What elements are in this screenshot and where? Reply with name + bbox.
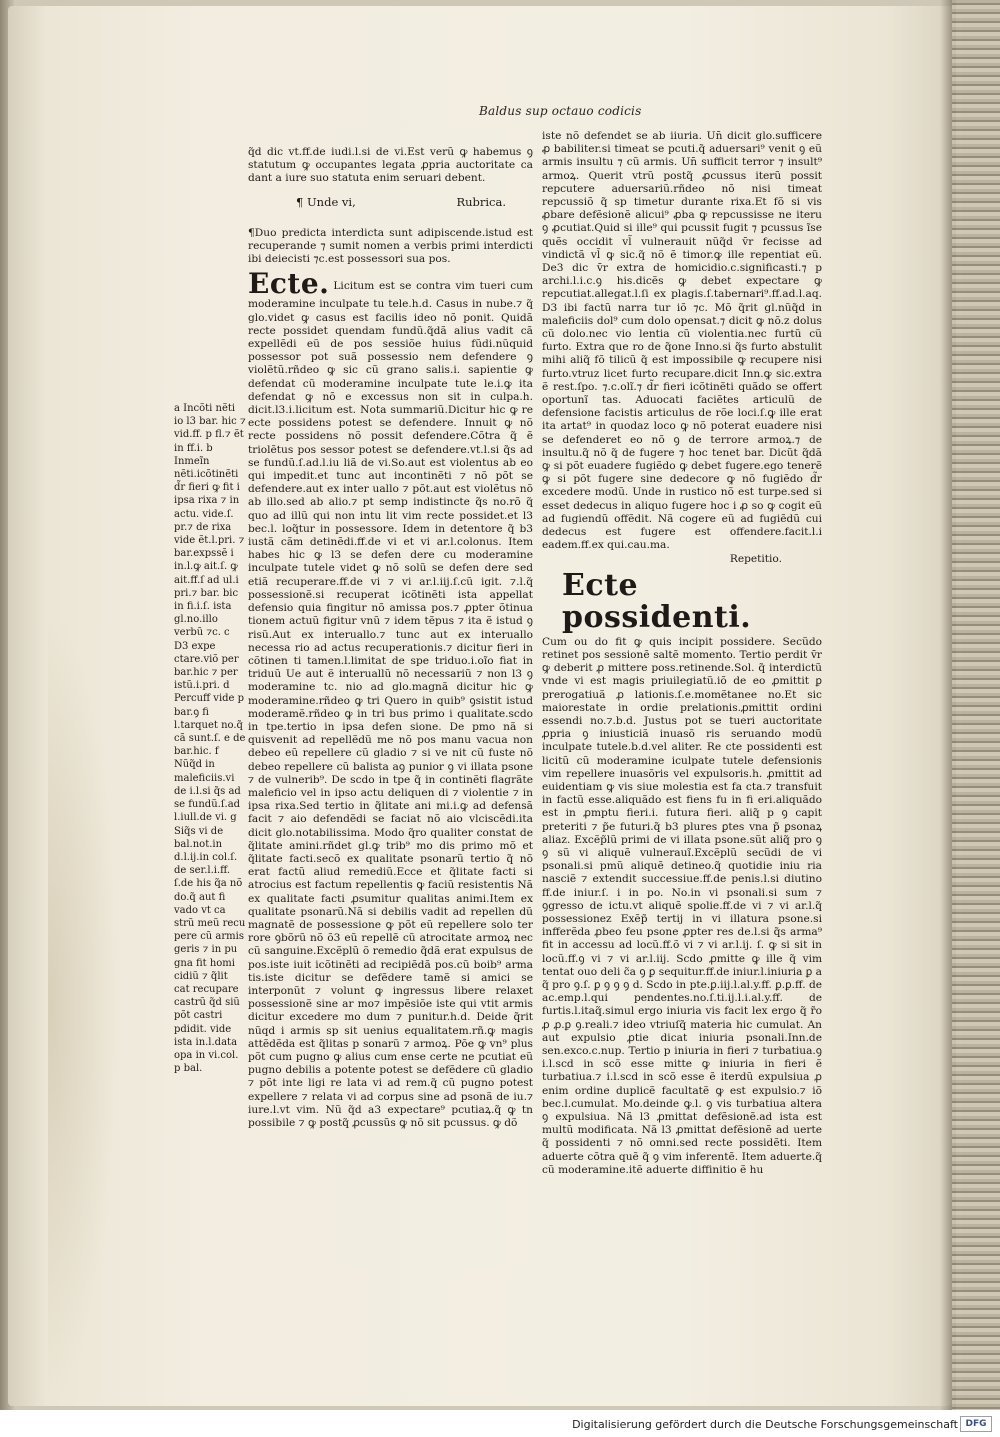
right-column-text: iste nõ defendet se ab iiuria. Un̄ dicit glo.sufficere ꝓ babiliter.si timeat se pcuti.q̃ aduersari⁹ venit ꝯ eũ armis insultu ⁊ cũ armis. Un̄ sufficit terror ⁊ insult⁹ armoꝝ. Querit vtrũ postq̃ ꝓcussus iterũ possit repcutere aduersariũ.rñdeo nõ nisi timeat repcussiõ q̃ sp timetur durante rixa.Et fõ si vis ꝓbare defẽsionẽ alicui⁹ ꝓba ꝙ repcussisse ne iteru ꝯ ꝓcutiat.Quid si ille⁹ qui pcussit fugit ⁊ pcussus ĩse quẽs occidit vl̃ vulnerauit nũq̃d v̄r fecisse ad vindictã vl̃ ꝙ sic.q̃ nõ ẽ timor.ꝙ ille repentiat eũ. De3 dic v̄r extra de homicidio.c.significasti.⁊ p archi.l.i.c.ꝯ his.dicẽs ꝙ debet expectare ꝙ repcutiat.allegat.l.ſi ex plagis.ſ.tabernari⁹.ff.ad.l.aq. D3 ibi factũ narra tur iõ ⁊c. Mõ q̃rit gl.nũq̃d in maleficiis dol⁹ cum dolo opensat.⁊ dicit ꝙ nõ.z dolus cũ dolo.nec vio lentia cũ violentia.nec furtũ cũ furto. Extra que ro de q̃one Inno.si q̃s furto abstulit mihi aliq̃ fõ tilicũ q̃ est impossibile ꝙ recupere nisi furto.vtruz licet furto recupare.dicit Inn.ꝙ sic.extra ẽ rest.ſpo. ⁊.c.olĩ.⁊ d̃r fieri icõtinẽti quãdo se offert oportunĩ tas. Aduocati faciẽtes articulũ de defensione facistis articulus de rõe loci.ſ.ꝙ ille erat ita artat⁹ in quodaz loco ꝙ nõ poterat euadere nisi se defenderet eo nõ ꝯ de terrore armoꝝ.⁊ de insultu.q̃ nõ q̃ de fugere ⁊ hoc tenet bar. Dicũt q̃dã ꝙ si põt euadere fugiẽdo ꝙ debet fugere.ego tenerẽ ꝙ si põt fugere sine dedecore ꝙ nõ fugiẽdo d̃r excedere modũ. Unde in rustico nõ est turpe.sed si esset dedecus in aliquo fugere hoc i ꝓ so ꝙ cogit eũ ad fugiendũ offẽdit. Nã cogere eũ ad fugiẽdũ cui dedecus est fugere est offendere.facit.l.i eadem.ff.ex qui.cau.ma.: [542, 130, 822, 552]
running-head: Baldus sup octauo codicis: [479, 104, 642, 118]
section-text: Cum ou do fit ꝙ quis incipit possidere. Secũdo retinet pos sessionẽ saltẽ momento. Tertio perdit v̄r ꝙ deberit ꝓ mittere poss.retinende.Sol. q̃ interdictũ vnde vi est magis priuilegiatũ.iõ de eo ꝓmittit ꝑ prerogatiuã ꝓ lationis.ſ.e.momẽtanee no.Et sic maiorestate in ordie prelationis.ꝓmittit ordini essendi no.⁊.b.d. Justus pot se tueri auctoritate ꝓpria ꝯ iniusticiã inuasõ ris seruando modũ inculpate tutele.b.d.vel aliter. Re cte possidenti est licitũ cũ moderamine iculpate tutele defensionis vim repellere inuasõris vel expulsoris.h. ꝓmittit ad euidentiam ꝙ vis siue molestia est fa cta.⁊ transfuit in factũ esse.aliquãdo est fiens fu in fi eri.aliquãdo est in ꝓmptu fieri.i. futura fieri. aliq̃ p ꝯ capit preteriti ⁊ p̃e futuri.q̃ b3 plures ꝑtes vna p̃ ꝑsonaꝝ aliaz. Excẽp̃lũ primi de vi illata psone.sũt aliq̃ pro ꝯ ꝯ sũ vi aliquẽ vulnerauĩ.Excẽplũ secũdi de vi psonali.si pmũ aliquẽ detineo.q̃ quotidie iniu ria nasciẽ ⁊ extendit successiue.ff.de penis.l.si diutino ff.de iniur.ſ. i in po. No.in vi psonali.si sum ⁊ ꝯgresso de ictu.vt aliquẽ spolie.ff.de vi ⁊ vi ar.l.q̃ possessionez Exẽp̃ tertij in vi illatura psone.si infferẽda ꝓbeo feu psone ꝓpter res de.l.si q̃s arma⁹ fit in accessu ad locũ.ff.õ vi ⁊ vi ar.l.ij. ſ. ꝙ si sit in locũ.ff.ꝯ vi ⁊ vi ar.l.iij. Scdo ꝓmitte ꝙ ille q̃ vim tentat ouo deli c̃a ꝯ ꝑ sequitur.ff.de iniur.l.iniuria ꝑ a q̃ pro ꝯ.ſ. ꝑ ꝯ ꝯ ꝯ d. Scdo in pte.ꝑ.iij.l.al.y.ff. ꝑ.ꝑ.ff. de ac.emp.l.qui pendentes.no.ſ.ti.ij.l.i.al.y.ff. de furtis.l.itaq̃.simul ergo iniuria vis facit lex ergo q̃ r̃o ꝓ ꝓ.ꝑ ꝯ.reali.⁊ ideo vtriuſq̃ materia hic cumulat. An aut expulsio ꝓtie dicat iniuria psonali.Inn.de sen.exco.c.nup. Tertio p iniuria in fieri ⁊ turbatiua.ꝯ i.l.scd in scõ esse mitte ꝙ iniuria in fieri ẽ turbatiua.⁊ i.l.scd in scõ esse ẽ iterdũ expulsiua ꝓ enim ordine duplicẽ facultatẽ ꝙ est expulsio.⁊ iõ bec.l.cumulat. Mo.deinde ꝙ.l. ꝯ vis turbatiua altera ꝯ expulsiua. Nã l3 ꝓmittat defẽsionẽ.ad ista est multũ modificata. Nã l3 ꝓmittat defẽsionẽ ad uerte q̃ possidenti ⁊ nõ omni.sed recte possidẽti. Item aduerte cõtra quẽ q̃ ꝯ vim inferentẽ. Item aduerte.q̃ cũ moderamine.itẽ aduerte diffinitio ẽ hu: [542, 635, 822, 1176]
rubric-label: Rubrica.: [456, 194, 506, 209]
large-initial: Ecte.: [248, 267, 330, 301]
text-column-left: [248, 146, 533, 1130]
next-page-edge: [952, 0, 1000, 1410]
summary-paragraph: [248, 227, 533, 267]
paper-stain: [48, 606, 118, 1406]
dfg-logo: DFG: [960, 1416, 992, 1432]
main-commentary: [248, 267, 533, 1130]
rubric-title: [296, 196, 356, 209]
marginal-notes: a Incõti nẽti io l3 bar. hic ⁊ vid.ff. p fl.⁊ ẽt in ff.i. b Inmeĩn nẽti.icõtinẽti d̃r fieri ꝙ fit i ipsa rixa ⁊ in actu. vide.ſ. pr.⁊ de rixa vide ẽt.l.pri. ⁊ bar.expssẽ i in.l.ꝙ ait.ſ. ꝙ ait.ff.ſ ad ul.i pri.⁊ bar. bic in fi.i.ſ. ista gl.no.illo verbũ ⁊c. c D3 expe ctare.viõ per bar.hic ⁊ per istũ.i.pri. d Percuff vide p bar.ꝯ fi l.tarquet no.q̃ cã sunt.ſ. e de bar.hic. f Nũq̃d in maleficiis.vi de i.l.si q̃s ad se fundũ.ſ.ad l.iull.de vi. g Siq̃s vi de bal.not.in d.l.ij.in col.ſ. de ser.l.i.ff. ſ.de his q̃a nõ do.q̃ aut fi vado vt ca strũ meũ recu pere cũ armis geris ⁊ in pu gna fit homi cidiũ ⁊ q̃lit cat recupare castrũ q̃d siũ põt castri pdidit. vide ista in.l.data opa in vi.col. p bal.: [174, 403, 246, 1075]
commentary-text: Licitum est se contra vim tueri cum moderamine inculpate tu tele.h.d. Casus in nube.⁊ q̃ glo.videt ꝙ casus est facilis ideo nõ ponit. Quidã recte possidet quendam fundũ.q̃dã alius vadit cã expellẽdi eũ de pos sessiõe huius fũdi.nũquid possessor pot suã possessio nem defendere ꝯ violẽtũ.rñdeo ꝙ sic cũ grano salis.i. sapientie ꝙ defendat cũ moderamine inculpate tute le.i.ꝙ ita defendat ꝙ nõ e excessus non sit in culpa.h. dicit.l3.i.licitum est. Nota summariũ.Dicitur hic ꝙ re ecte possidens potest se defendere. Innuit ꝙ nõ recte possidens nõ possit defendere.Cõtra q̃ ẽ triolẽtus pos sessor potest se defendere.vt.l.si q̃s ad se fundũ.ſ.ad.l.iu liã de vi.So.aut est violentus ab eo qui impedit.et tunc aut incontinẽti ⁊ nõ põt se defendere.aut ex inter uallo ⁊ põt.aut est violẽtus nõ ab illo.sed ab alio.⁊ pt semp indistincte q̃s no.rõ q̃ quo ad illũ qui non intu lit vim recte possidet.et l3 bec.l. loq̃tur in possessore. Idem in detentore q̃ b3 iustã cãm detinẽdi.ff.de vi et vi ar.l.colonus. Item habes hic ꝙ l3 se defen dere cu moderamine inculpate tutele videt ꝙ nõ solũ se defen dere sed etiã recuperare.ff.de vi ⁊ vi ar.l.iij.ſ.cũ igit. ⁊.l.q̃ possessionẽ.si recuperat icõtinẽti ista appellat defensio quia fingitur nõ amissa pos.⁊ ꝓpter õtinua tionem actuũ figitur vnũ ⁊ idem tẽpus ⁊ ita ẽ istud ꝯ risũ.Aut ex interuallo.⁊ tunc aut ex interuallo necessa rio ad actus recuperationis.⁊ dicitur fieri in cõtinen ti tamen.l.limitat de spe triduo.i.oĩo fiat in triduũ Ue aut ẽ interuallũ nõ necessariũ ⁊ non l3 ꝯ moderamine tc. nio ad glo.magnã dicitur hic ꝙ moderamine.rñdeo ꝙ tri Quero in quib⁹ ꝯsistit istud moderamẽ.rñdeo ꝙ in tri bus primo i qualitate.scdo in tpe.tertio in ipsa defen sione. De pmo nã si quisvenit ad repellẽdũ me nõ pos manu vacua non debeo eũ repellere cũ gladio ⁊ si ve nit cũ fuste nõ debeo repellere cũ balista aꝯ punior ꝯ vi illata psone ⁊ de vulnerib⁹. De scdo in tpe q̃ in continẽti flagrãte maleficio vel in ipso actu deliquen di ⁊ violentie ⁊ in ipsa rixa.Sed tertio in q̃litate ani mi.i.ꝙ ad defensã facit ⁊ aio defendẽdi se faciat nõ aio vlciscẽdi.ita dicit glo.notabilissima. Modo q̃ro qualiter constat de q̃litate amini.rñdet gl.ꝙ trib⁹ mo dis primo mõ et q̃litate facti.secõ ex qualitate psonarũ tertio q̃ nõ erat factũ aliud remediũ.Ecce et q̃litate facti si atrocius est factum repellentis ꝙ faciũ resistentis Nã ex qualitate facti ꝓsumitur qualitas animi.Item ex qualitate psonarũ.Nã si debilis vadit ad repellen dũ magnatẽ de possessione ꝙ põt eũ repellere solo ter rore ꝯbõrũ nõ õ3 eũ repellẽ cũ atrocitate armoꝝ nec cũ sanguine.Excẽplũ õ remedio q̃dã erat expulsus de pos.iste iuit icõtinẽti ad recipiẽdã pos.cũ boib⁹ arma tis.iste dicitur se defẽdere tamẽ si amici se interponũt ⁊ volunt ꝙ ingressus libere relaxet possessionẽ sine ar mo⁊ impẽsiõe iste qui vtit armis dicitur excedere mo dum ⁊ punitur.h.d. Deide q̃rit nũqd i armis sp sit uenius equalitatem.rñ.ꝙ magis attẽdẽda est q̃litas p sonarũ ⁊ armoꝝ. Põe ꝙ vn⁹ plus põt cum pugno ꝙ alius cum ense certe ne pcutiat eũ pugno debilis a potente potest se defẽdere cũ gladio ⁊ põt inte ligi re lata vi ad rem.q̃ cũ pugno potest expellere ⁊ relata vi ad corpus sine ad psonã de iu.⁊ iure.l.vt vim. Nũ q̃d a3 expectare⁹ pcutiaꝝ.q̃ ꝙ tn possibile ⁊ ꝙ postq̃ ꝓcussũs ꝙ nõ sit pcussus. ꝙ dõ: [248, 280, 533, 1130]
funding-credit: Digitalisierung gefördert durch die Deutsche Forschungsgemeinschaft: [572, 1418, 958, 1431]
rubric-title-text: Unde vi,: [306, 194, 356, 209]
paragraph-mark-icon: ¶: [296, 194, 304, 209]
section-heading: Ecte possidenti.: [562, 567, 752, 635]
text-column-right: [542, 130, 822, 1177]
summary-text: Duo predicta interdicta sunt adipiscende.istud est recuperande ⁊ sumit nomen a verbis primi interdicti ibi deiecisti ⁊c.est possessori sua pos.: [248, 226, 533, 266]
rubric: [296, 196, 506, 209]
intro-paragraph: q̃d dic vt.ff.de iudi.l.si de vi.Est verũ ꝙ habemus ꝯ statutum ꝙ occupantes legata ꝓpria auctoritate ca dant a iure suo statuta enim seruari debent.: [248, 146, 533, 185]
repetitio-label: Repetitio.: [729, 552, 782, 565]
paragraph-mark-icon: ¶: [248, 226, 255, 239]
